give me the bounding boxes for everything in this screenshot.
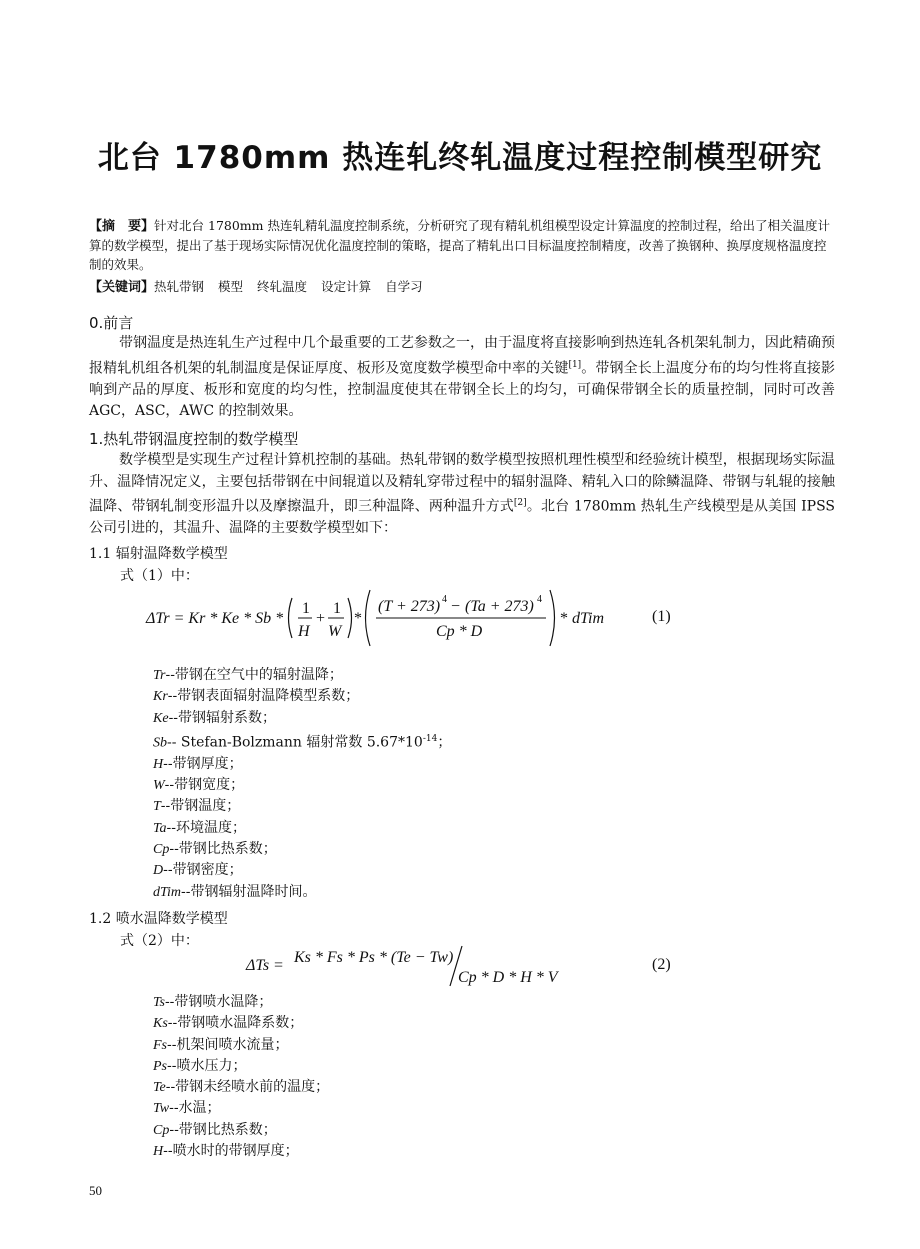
keyword-item: 自学习: [385, 279, 423, 294]
svg-text:W: W: [328, 623, 342, 640]
paper-title: 北台 1780mm 热连轧终轧温度过程控制模型研究: [97, 140, 823, 176]
definition-item: Te--带钢未经喷水前的温度；: [153, 1079, 330, 1096]
svg-text:−: −: [451, 598, 461, 615]
keyword-item: 热轧带钢: [154, 279, 205, 294]
svg-text:4: 4: [442, 594, 447, 605]
subsection-1-1-heading: 1.1 辐射温降数学模型: [89, 546, 228, 562]
section-1-text-b: 。北台 1780mm 热轧生产线模型是从美国 IPSS 公司引进的，其温升、温降的主要数学模型如下：: [89, 498, 836, 537]
abstract-label: 【摘 要】: [89, 219, 155, 234]
keyword-item: 模型: [218, 279, 244, 294]
equation-1-number: (1): [652, 608, 671, 625]
definition-item: dTim--带钢辐射温降时间。: [153, 883, 317, 900]
keywords-label: 【关键词】: [89, 280, 155, 295]
section-0-paragraph: [89, 333, 835, 423]
definition-item: D--带钢密度；: [153, 862, 243, 879]
definitions-1: [153, 665, 451, 903]
citation: [2]: [513, 498, 527, 508]
svg-text:*: *: [354, 610, 362, 627]
section-0-text-b: 。带钢全长上温度分布的均匀性将直接影响到产品的厚度、板形和宽度的均匀性，控制温度使其在带钢全长上的均匀，可确保带钢全长的质量控制，同时可改善 AGC，ASC，AWC 的控制效果。: [89, 360, 836, 420]
equation-1: [140, 586, 620, 650]
keywords: [89, 276, 437, 295]
page-number: 50: [89, 1183, 102, 1198]
definition-item: Tr--带钢在空气中的辐射温降；: [153, 667, 343, 683]
definition-item: H--喷水时的带钢厚度；: [153, 1143, 299, 1160]
svg-text:(T + 273): (T + 273): [378, 598, 441, 615]
equation-2-number: (2): [652, 956, 671, 973]
equation-2: [240, 942, 580, 990]
citation: [1]: [568, 359, 582, 370]
svg-text:ΔTr = Kr * Ke * Sb *: ΔTr = Kr * Ke * Sb *: [146, 610, 284, 627]
definition-item: Cp--带钢比热系数；: [153, 841, 277, 858]
svg-text:Ks * Fs * Ps * (Te − Tw): Ks * Fs * Ps * (Te − Tw): [294, 949, 454, 966]
formula-2-intro: 式（2）中：: [120, 933, 199, 949]
svg-text:(Ta + 273): (Ta + 273): [465, 598, 534, 615]
definition-item: H--带钢厚度；: [153, 755, 243, 772]
abstract: [89, 216, 833, 274]
definitions-2: [153, 992, 329, 1162]
svg-text:Cp * D * H * V: Cp * D * H * V: [458, 969, 558, 986]
definition-item: Ps--喷水压力；: [153, 1057, 247, 1074]
definition-item: Sb-- Stefan-Bolzmann 辐射常数 $5.67*10^{-14}$；: [153, 733, 452, 751]
definition-item: Fs--机架间喷水流量；: [153, 1036, 289, 1053]
keyword-item: 设定计算: [321, 279, 372, 294]
svg-text:4: 4: [537, 594, 542, 605]
formula-1-intro: 式（1）中：: [120, 568, 199, 584]
svg-text:+: +: [316, 610, 326, 627]
section-0-text-a: 带钢温度是热连轧生产过程中几个最重要的工艺参数之一，由于温度将直接影响到热连轧各机架轧制力，因此精确预报精轧机组各机架的轧制温度是保证厚度、板形及宽度数学模型命中率的关键: [89, 335, 835, 377]
svg-text:Cp * D: Cp * D: [436, 623, 483, 640]
definition-item: Ts--带钢喷水温降；: [153, 994, 273, 1010]
definition-item: Cp--带钢比热系数；: [153, 1121, 277, 1138]
svg-text:dTim: dTim: [572, 610, 605, 627]
section-0-heading: 0.前言: [89, 314, 134, 332]
svg-text:*: *: [560, 610, 568, 627]
definition-item: W--带钢宽度；: [153, 777, 245, 794]
abstract-text: 针对北台 1780mm 热连轧精轧温度控制系统，分析研究了现有精轧机组模型设定计算温度的控制过程，给出了相关温度计算的数学模型，提出了基于现场实际情况优化温度控制的策略，提高了精轧出口目标温度控制精度，改善了换钢种、换厚度规格温度控制的效果。: [89, 218, 830, 272]
svg-text:ΔTs =: ΔTs =: [246, 957, 284, 974]
definition-item: Kr--带钢表面辐射温降模型系数；: [153, 688, 360, 705]
definition-item: Ta--环境温度；: [153, 819, 246, 836]
section-1-heading: 1.热轧带钢温度控制的数学模型: [89, 430, 299, 448]
keyword-item: 终轧温度: [257, 279, 308, 294]
definition-item: Ks--带钢喷水温降系数；: [153, 1015, 304, 1032]
definition-item: Ke--带钢辐射系数；: [153, 709, 277, 726]
svg-text:H: H: [298, 623, 310, 640]
svg-text:1: 1: [302, 600, 310, 617]
definition-item: Tw--水温；: [153, 1100, 221, 1117]
subsection-1-2-heading: 1.2 喷水温降数学模型: [89, 911, 228, 927]
section-1-paragraph: [89, 450, 835, 540]
definition-item: T--带钢温度；: [153, 798, 241, 815]
svg-text:1: 1: [333, 600, 341, 617]
section-1-text-a: 数学模型是实现生产过程计算机控制的基础。热轧带钢的数学模型按照机理性模型和经验统计模型，根据现场实际温升、温降情况定义，主要包括带钢在中间辊道以及精轧穿带过程中的辐射温降、精轧入口的除鳞温降、带钢与轧辊的接触温降、带钢轧制变形温升以及摩擦温升，即三种温降、两种温升方式: [89, 452, 835, 515]
